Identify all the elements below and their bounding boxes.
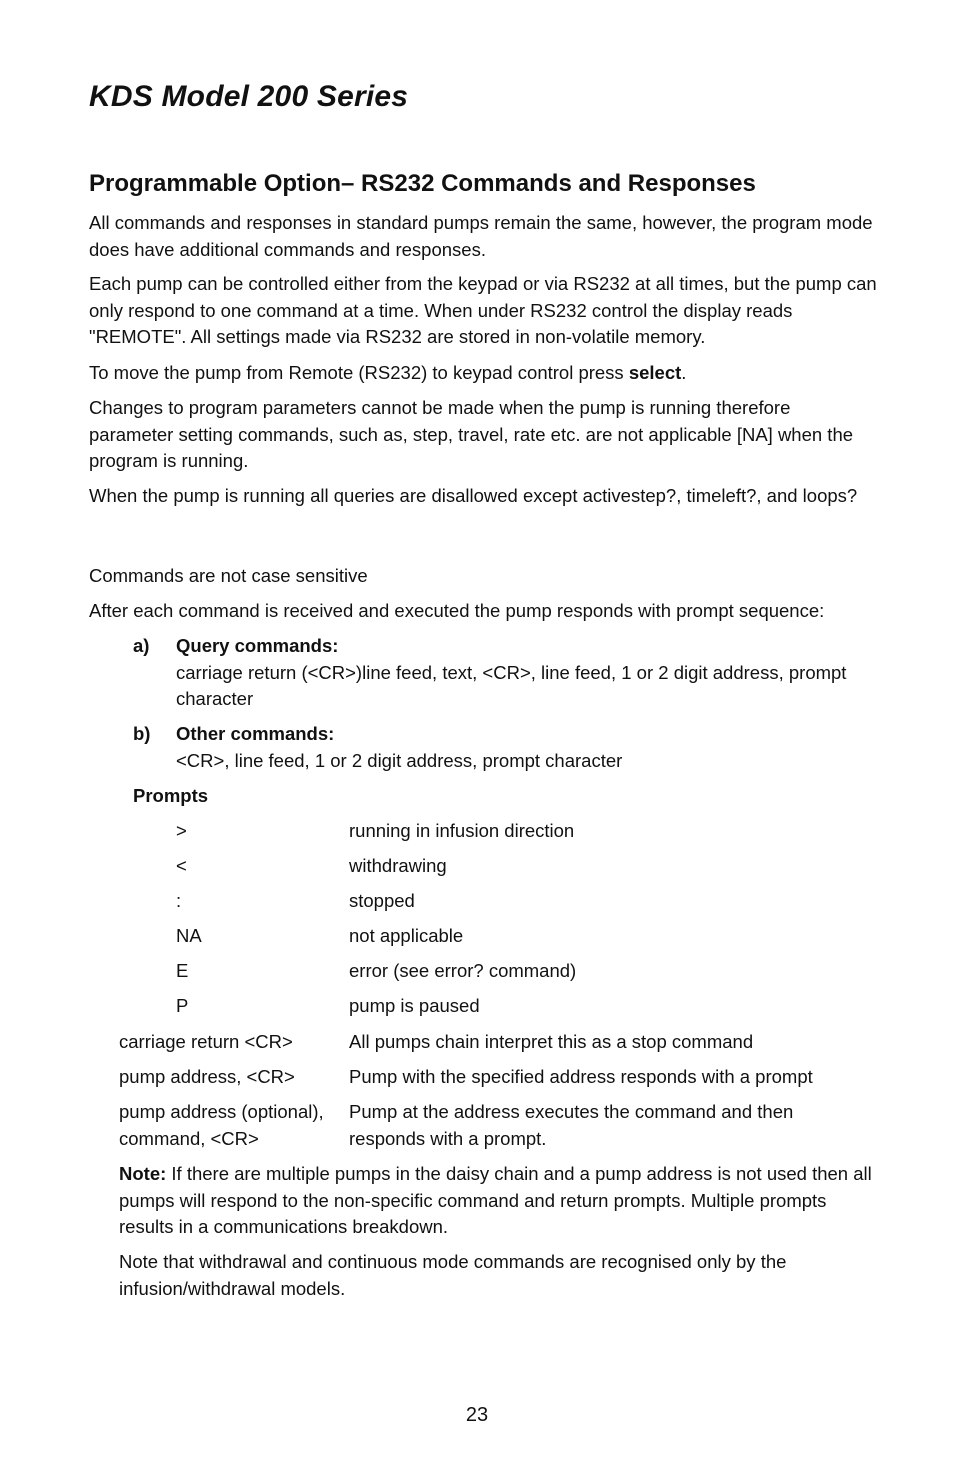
prompt-row <box>0 853 954 880</box>
note-withdrawal-paragraph: Note that withdrawal and continuous mode commands are recognised only by the infusion/withdrawal models. <box>119 1251 787 1299</box>
prompts-heading: Prompts <box>133 785 209 806</box>
list-item-text: carriage return (<CR>)line feed, text, <CR>, line feed, 1 or 2 digit address, prompt character <box>176 661 847 709</box>
list-marker-b: b) <box>133 723 151 744</box>
command-input: carriage return <CR> <box>119 1031 293 1052</box>
prompt-meaning: pump is paused <box>349 995 480 1016</box>
paragraph-queries: When the pump is running all queries are disallowed except activestep?, timeleft?, and loops? <box>89 485 858 506</box>
list-item-title: Query commands: <box>176 635 339 656</box>
list-item-query <box>176 633 856 713</box>
document-title: KDS Model 200 Series <box>89 80 409 113</box>
prompt-row <box>0 923 954 950</box>
command-input: pump address, <CR> <box>119 1066 295 1087</box>
select-prefix: To move the pump from Remote (RS232) to keypad control press <box>89 362 629 383</box>
prompt-symbol: < <box>176 855 187 876</box>
select-suffix: . <box>681 362 687 383</box>
prompt-meaning: running in infusion direction <box>349 820 575 841</box>
command-effect: Pump with the specified address responds with a prompt <box>349 1066 813 1087</box>
prompt-row <box>0 958 954 985</box>
prompt-symbol: E <box>176 960 189 981</box>
paragraph-program-changes: Changes to program parameters cannot be made when the pump is running therefore parameter setting commands, such as, step, travel, rate etc. are not applicable [NA] when the program is running. <box>89 397 854 471</box>
prompt-row <box>0 818 954 845</box>
prompt-symbol: P <box>176 995 189 1016</box>
paragraph-case: Commands are not case sensitive <box>89 565 368 586</box>
prompt-meaning: withdrawing <box>349 855 447 876</box>
page-number: 23 <box>465 1404 489 1426</box>
command-input: pump address (optional), command, <CR> <box>119 1101 324 1149</box>
prompt-meaning: error (see error? command) <box>349 960 577 981</box>
paragraph-intro: All commands and responses in standard pumps remain the same, however, the program mode does have additional commands and responses. <box>89 212 873 260</box>
section-heading: Programmable Option– RS232 Commands and Responses <box>89 170 756 197</box>
select-keyword: select <box>628 362 682 383</box>
note-paragraph <box>119 1161 879 1241</box>
command-effect: Pump at the address executes the command and then responds with a prompt. <box>349 1101 794 1149</box>
prompt-row <box>0 993 954 1020</box>
note-label: Note: <box>119 1163 167 1184</box>
prompt-symbol: NA <box>176 925 202 946</box>
prompt-symbol: > <box>176 820 187 841</box>
paragraph-select <box>89 360 879 387</box>
note-text: If there are multiple pumps in the daisy chain and a pump address is not used then all pumps will respond to the non-specific command and return prompts. Multiple prompts results in a communications breakdown. <box>119 1163 872 1237</box>
paragraph-sequence: After each command is received and executed the pump responds with prompt sequence: <box>89 600 825 621</box>
command-effect: All pumps chain interpret this as a stop command <box>349 1031 754 1052</box>
paragraph-control: Each pump can be controlled either from the keypad or via RS232 at all times, but the pump can only respond to one command at a time. When under RS232 control the display reads "REMOTE". All settings made via RS232 are stored in non-volatile memory. <box>89 273 877 347</box>
prompt-symbol: : <box>176 890 182 911</box>
list-item-text: <CR>, line feed, 1 or 2 digit address, prompt character <box>176 749 623 771</box>
list-marker-a: a) <box>133 635 150 656</box>
list-item-other <box>176 721 856 774</box>
prompt-meaning: stopped <box>349 890 415 911</box>
list-item-title: Other commands: <box>176 723 335 744</box>
prompt-meaning: not applicable <box>349 925 464 946</box>
prompt-row <box>0 888 954 915</box>
